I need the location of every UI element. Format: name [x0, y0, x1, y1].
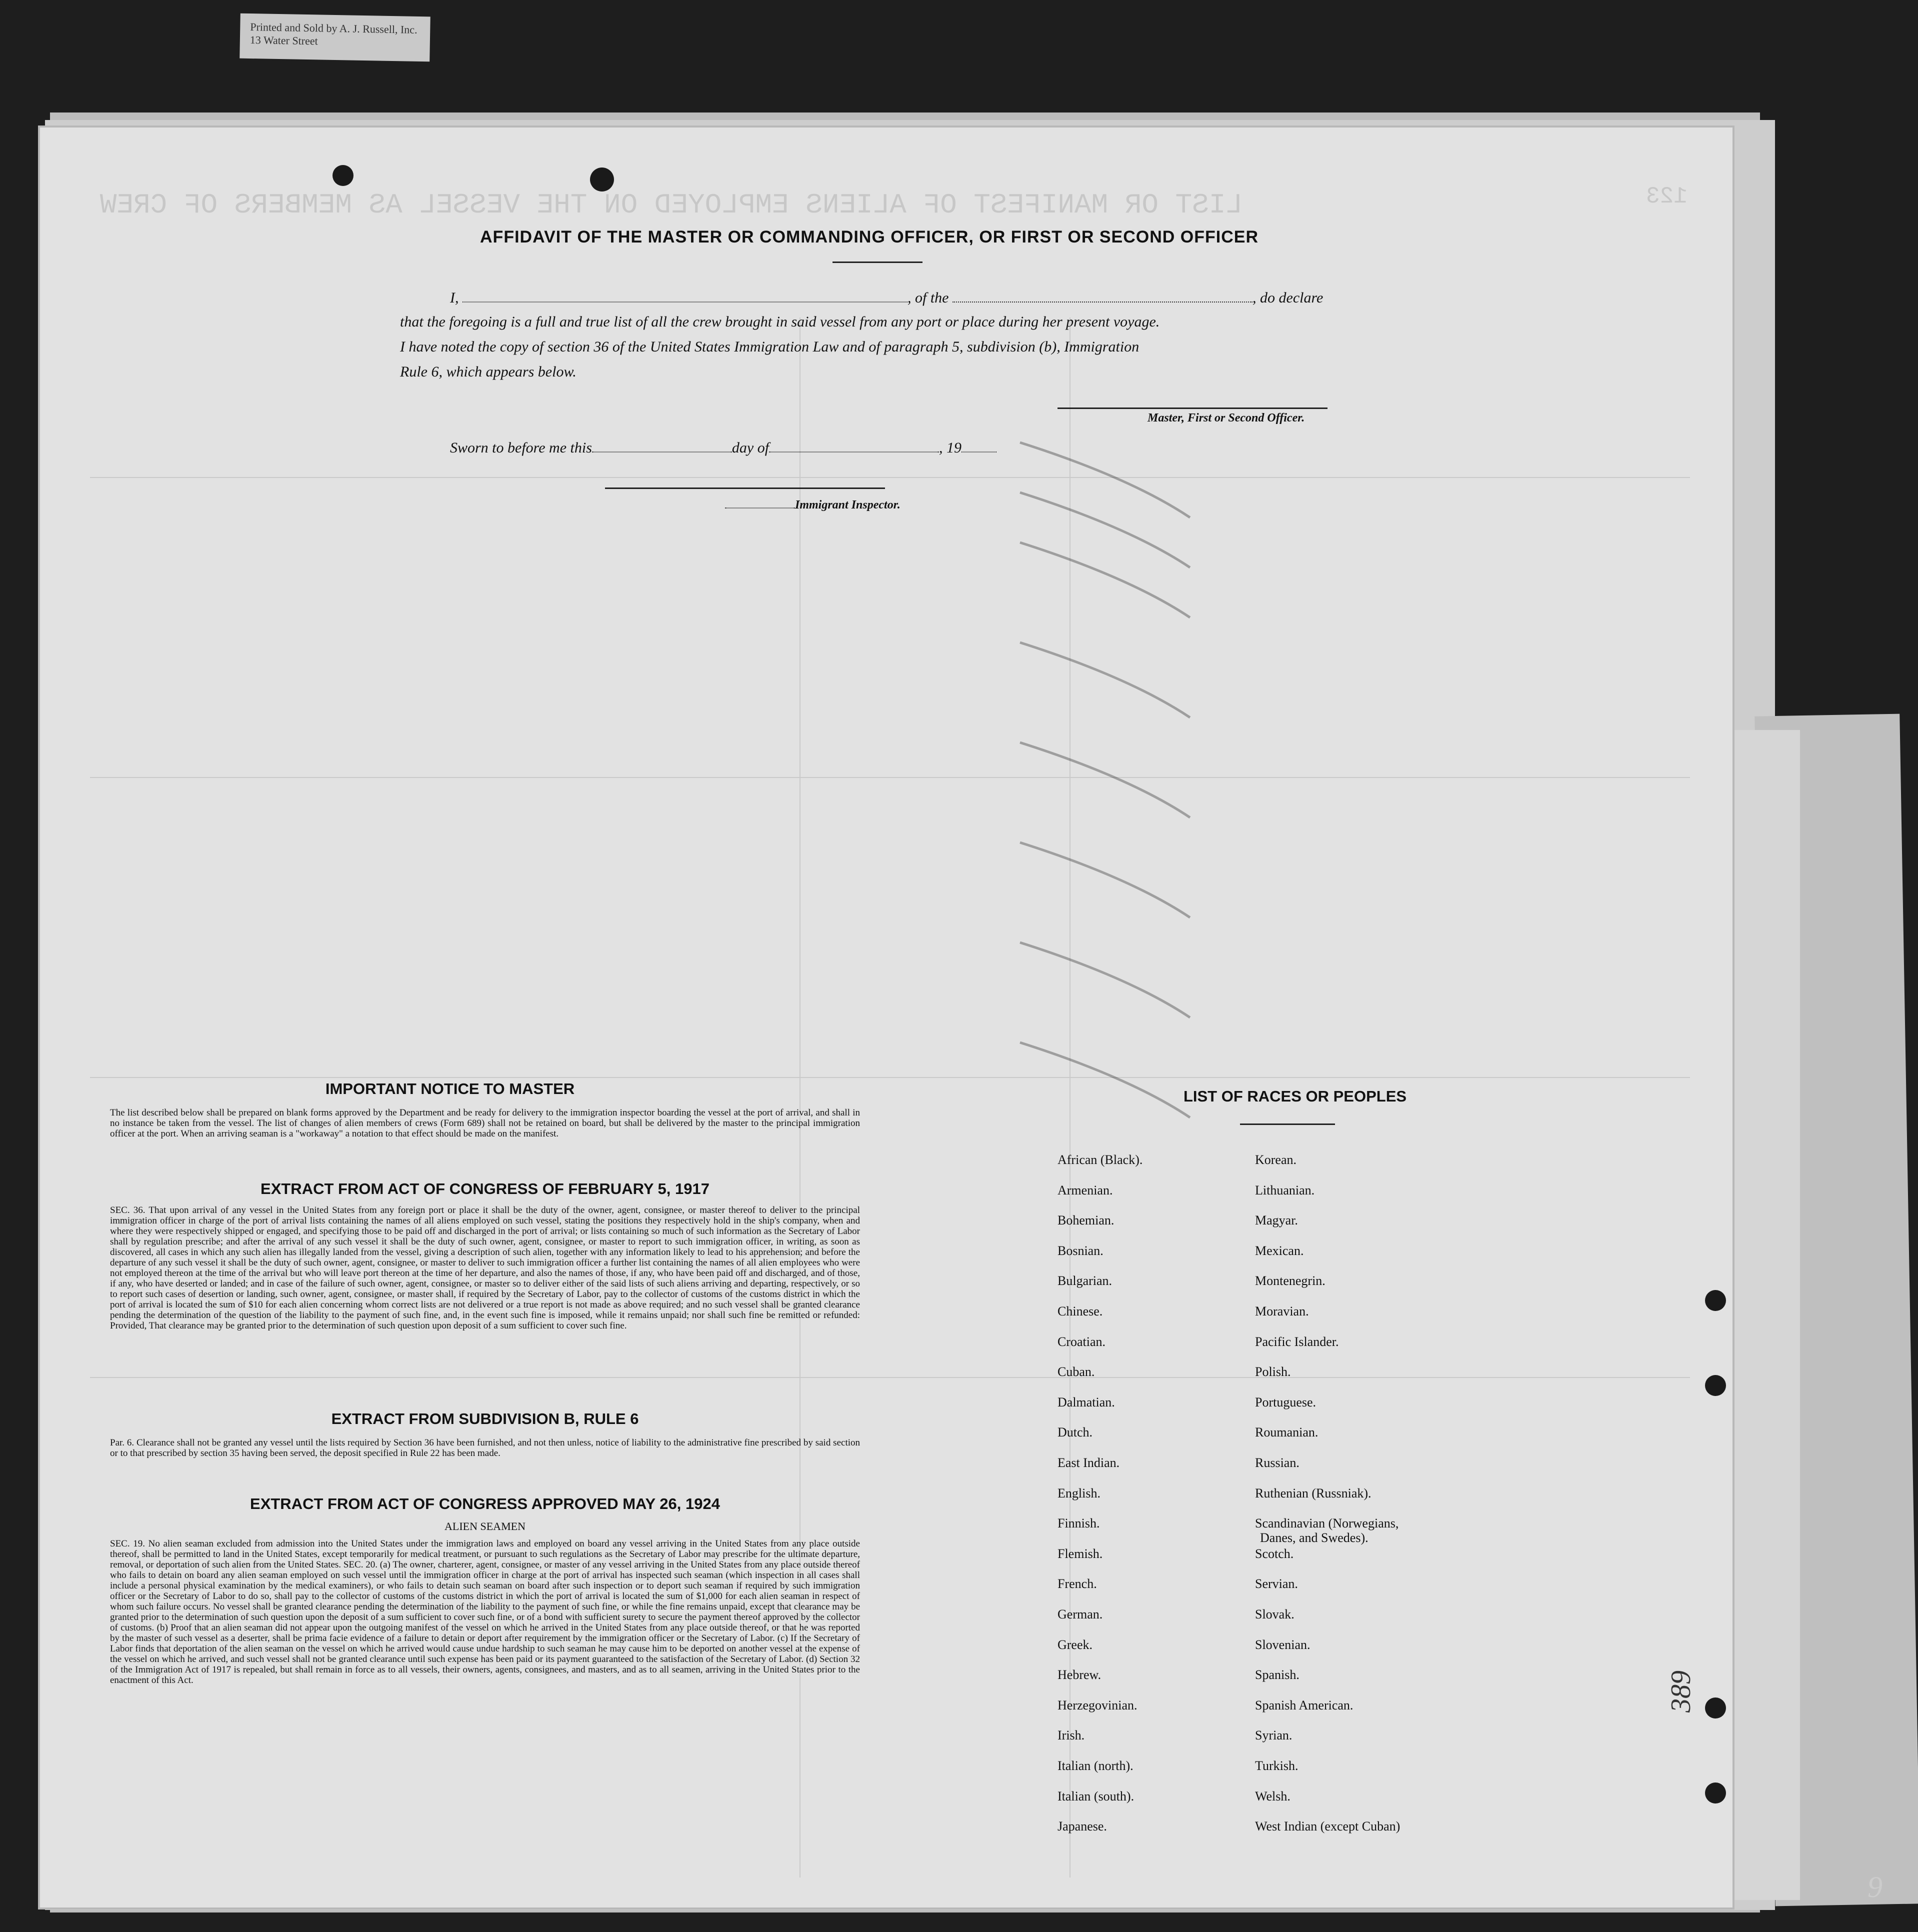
- vessel-name-field[interactable]: [952, 288, 1252, 302]
- extract-1917-text: SEC. 36. That upon arrival of any vessel in the United States from any foreign port or place it shall be the duty of the owner, agent, consignee, or master thereof to deliver to the principal immigration officer in charge of the port of arrival lists containing the names of all aliens employed on such vessel, stating the positions they respectively hold in the ship's company, when and where they were respectively shipped or engaged, and specifying those to be paid off and discharged in the port of arrival; or lists containing so much of such information as the Secretary of Labor shall by regulation prescribe; and after the arrival of any such vessel it shall be the duty of such owner, agent, consignee, or master to report to such immigration officer, in writing, as soon as discovered, all cases in which any such alien has illegally landed from the vessel, giving a description of such alien, together with any information likely to lead to his apprehension; and before the departure of any such vessel it shall be the duty of such owner, agent, consignee, or master to deliver to such immigration officer a further list containing the names of all alien employees who were not employed thereon at the time of the arrival but who will leave port thereon at the time of her departure, and also the names of those, if any, who have been paid off and discharged, and of those, if any, who have deserted or landed; and in case of the failure of such owner, agent, consignee, or master so to deliver either of the said lists of such aliens arriving and departing, respectively, or so to report such cases of desertion or landing, such owner, agent, consignee, or master shall, if required by the Secretary of Labor, pay to the collector of customs of the customs district in which the port of arrival is located the sum of $10 for each alien concerning whom correct lists are not delivered or a true report is not made as above required; and no such vessel shall be granted clearance pending the determination of the question of the liability to the payment of such fine, and, in the event such fine is imposed, while it remains unpaid; nor shall such fine be remitted or refunded: Provided, That clearance may be granted prior to the determination of such question upon deposit of a sum sufficient to cover such fine.: [110, 1205, 860, 1331]
- sworn-day-field[interactable]: [592, 438, 732, 452]
- printer-note: Printed and Sold by A. J. Russell, Inc. 13 Water Street: [250, 20, 418, 48]
- race-item: Finnish.: [1058, 1516, 1100, 1531]
- race-item: Montenegrin.: [1255, 1274, 1326, 1288]
- race-scandinavian-cont: Danes, and Swedes).: [1260, 1530, 1368, 1545]
- sworn-month-field[interactable]: [769, 438, 939, 452]
- extract-rule6-text: Par. 6. Clearance shall not be granted any vessel until the lists required by Section 36 have been furnished, and not then unless, notice of liability to the administrative fine prescribed by said section or to that prescribed by section 35 having been served, the deposit specified in Rule 22 has been made.: [110, 1438, 860, 1458]
- race-item: Ruthenian (Russniak).: [1255, 1486, 1372, 1500]
- pencil-marks: [1020, 442, 1190, 1118]
- race-item: Dutch.: [1058, 1425, 1093, 1440]
- race-item: Moravian.: [1255, 1304, 1309, 1318]
- notice-title: IMPORTANT NOTICE TO MASTER: [325, 1080, 575, 1098]
- inspector-label: Immigrant Inspector.: [795, 498, 900, 512]
- punch-hole-right-2: [1705, 1375, 1726, 1396]
- extract-1924-title: EXTRACT FROM ACT OF CONGRESS APPROVED MAY 26, 1924: [250, 1495, 720, 1512]
- race-item: Slovenian.: [1255, 1637, 1310, 1652]
- inspector-label-row: [725, 498, 900, 512]
- printer-strip: [240, 14, 430, 62]
- races-title-rule: [1240, 1124, 1335, 1125]
- affidavit-line-2: that the foregoing is a full and true list of all the crew brought in said vessel from any port or place during her present voyage.: [400, 314, 1160, 330]
- bleed-page-number: 123: [1646, 184, 1688, 210]
- race-item: Portuguese.: [1255, 1394, 1316, 1410]
- race-item: Lithuanian.: [1255, 1182, 1315, 1198]
- affidavit-line-3: I have noted the copy of section 36 of the United States Immigration Law and of paragraph 5, subdivision (b), Immigration: [400, 338, 1140, 355]
- race-item: German.: [1058, 1607, 1103, 1622]
- race-item: Herzegovinian.: [1058, 1698, 1138, 1712]
- bleed-header: LIST OR MANIFEST OF ALIENS EMPLOYED ON THE VESSEL AS MEMBERS OF CREW: [100, 189, 1242, 221]
- sworn-year-field[interactable]: [962, 438, 996, 452]
- affidavit-line-4: Rule 6, which appears below.: [400, 364, 576, 380]
- race-item: Spanish American.: [1255, 1698, 1354, 1712]
- pencil-mark-4: [1020, 642, 1190, 718]
- race-item: Korean.: [1255, 1152, 1297, 1167]
- declarant-name-field[interactable]: [462, 288, 908, 302]
- race-item: Syrian.: [1255, 1728, 1292, 1743]
- race-item: Flemish.: [1058, 1546, 1103, 1561]
- punch-hole-right-3: [1705, 1698, 1726, 1718]
- race-item: Russian.: [1255, 1456, 1300, 1470]
- declare-label: , do declare: [1252, 290, 1324, 306]
- race-item: Scandinavian (Norwegians,: [1255, 1516, 1399, 1531]
- sworn-prefix: Sworn to before me this: [450, 440, 592, 456]
- race-item: Bosnian.: [1058, 1243, 1104, 1258]
- sworn-mid: day of: [732, 440, 770, 456]
- affidavit-title: AFFIDAVIT OF THE MASTER OR COMMANDING OFFICER, OR FIRST OR SECOND OFFICER: [480, 228, 1258, 246]
- race-item: English.: [1058, 1486, 1100, 1500]
- race-item: Japanese.: [1058, 1819, 1107, 1834]
- pencil-mark-6: [1020, 842, 1190, 918]
- inspector-dots: [725, 498, 795, 508]
- race-item: Hebrew.: [1058, 1668, 1102, 1682]
- inspector-signature-line[interactable]: [605, 488, 885, 489]
- extract-1917-title: EXTRACT FROM ACT OF CONGRESS OF FEBRUARY 5, 1917: [260, 1180, 710, 1198]
- races-title: LIST OF RACES OR PEOPLES: [1183, 1088, 1407, 1105]
- race-item: French.: [1058, 1576, 1097, 1592]
- extract-1924-subtitle: ALIEN SEAMEN: [444, 1520, 526, 1532]
- master-signature-line[interactable]: [1058, 408, 1328, 409]
- punch-hole-right-1: [1705, 1290, 1726, 1311]
- race-item: Greek.: [1058, 1637, 1093, 1652]
- pencil-mark-5: [1020, 742, 1190, 818]
- race-item: Polish.: [1255, 1364, 1291, 1380]
- race-item: Slovak.: [1255, 1607, 1294, 1622]
- race-item: Armenian.: [1058, 1182, 1113, 1198]
- race-item: Bulgarian.: [1058, 1274, 1112, 1288]
- race-item: Pacific Islander.: [1255, 1334, 1339, 1349]
- punch-hole-top-left: [332, 165, 354, 186]
- pencil-mark-8: [1020, 1042, 1190, 1118]
- race-item: Scotch.: [1255, 1546, 1294, 1561]
- declarant-prefix: I,: [450, 290, 459, 306]
- race-item: Magyar.: [1255, 1213, 1298, 1228]
- pencil-mark-2: [1020, 492, 1190, 568]
- race-item: Mexican.: [1255, 1243, 1304, 1258]
- race-item: Servian.: [1255, 1576, 1298, 1592]
- race-item: Chinese.: [1058, 1304, 1103, 1318]
- sworn-line: [450, 438, 1100, 456]
- extract-rule6-title: EXTRACT FROM SUBDIVISION B, RULE 6: [331, 1410, 639, 1428]
- race-item: Turkish.: [1255, 1758, 1298, 1773]
- race-item: Cuban.: [1058, 1364, 1095, 1380]
- manifest-page: [40, 128, 1732, 1908]
- race-item: Italian (south).: [1058, 1788, 1134, 1804]
- race-item: Roumanian.: [1255, 1425, 1318, 1440]
- race-item: Welsh.: [1255, 1788, 1290, 1804]
- race-item: Irish.: [1058, 1728, 1085, 1743]
- extract-1924-text: SEC. 19. No alien seaman excluded from admission into the United States under the immigration laws and employed on board any vessel arriving in the United States from any place outside thereof, shall be permitted to land in the United States, except temporarily for medical treatment, or pursuant to such regulations as the Secretary of Labor may prescribe for the ultimate departure, removal, or deportation of such alien from the United States. SEC. 20. (a) The owner, charterer, agent, consignee, or master of any vessel arriving in the United States from any place outside thereof who fails to detain on board any alien seaman employed on such vessel until the immigration officer in charge at the port of arrival has inspected such seaman (which inspection in all cases shall include a personal physical examination by the medical examiners), or who fails to detain such seaman on board after such inspection or to deport such seaman if required by such immigration officer or the Secretary of Labor to do so, shall pay to the collector of customs of the customs district in which the port of arrival is located the sum of $1,000 for each alien seaman in respect of whom such failure occurs. No vessel shall be granted clearance pending the determination of the liability to the payment of such fine, or while the fine remains unpaid, except that clearance may be granted prior to the determination of such question upon the deposit of a sum sufficient to cover such fine, or of a bond with sufficient surety to secure the payment thereof approved by the collector of customs. (b) Proof that an alien seaman did not appear upon the outgoing manifest of the vessel on which he arrived in the United States from any place outside thereof, or that he was reported by the master of such vessel as a deserter, shall be prima facie evidence of a failure to detain or deport after requirement by the immigration officer or the Secretary of Labor. (c) If the Secretary of Labor finds that deportation of the alien seaman on the vessel on which he arrived would cause undue hardship to such seaman he may cause him to be deported on another vessel at the expense of the vessel on which he arrived, and such vessel shall not be granted clearance until such expense has been paid or its payment guaranteed to the satisfaction of the Secretary of Labor. (d) Section 32 of the Immigration Act of 1917 is repealed, but shall remain in force as to all vessels, their owners, agents, consignees, and masters, and as to all seamen, arriving in the United States prior to the enactment of this Act.: [110, 1538, 860, 1686]
- affidavit-title-rule: [832, 262, 922, 263]
- race-item: West Indian (except Cuban): [1255, 1819, 1400, 1834]
- race-item: Dalmatian.: [1058, 1394, 1115, 1410]
- declarant-of-label: , of the: [908, 290, 949, 306]
- notice-text: The list described below shall be prepared on blank forms approved by the Department and be ready for delivery to the immigration inspector boarding the vessel at the port of arrival, and shall in no instance be taken from the vessel. The list of changes of alien members of crews (Form 689) shall not be retained on board, but shall be delivered by the master to the principal immigration officer at the port. When an arriving seaman is a "workaway" a notation to that effect should be made on the manifest.: [110, 1108, 860, 1139]
- sworn-year-prefix: , 19: [939, 440, 962, 456]
- race-item: African (Black).: [1058, 1152, 1143, 1167]
- race-item: Bohemian.: [1058, 1213, 1114, 1228]
- punch-hole-top-center: [590, 168, 614, 192]
- race-item: Italian (north).: [1058, 1758, 1134, 1773]
- master-signature-label: Master, First or Second Officer.: [1148, 412, 1305, 424]
- handwritten-side-number: 389: [1666, 1670, 1696, 1712]
- race-item: Croatian.: [1058, 1334, 1106, 1349]
- handwritten-bottom-mark: 9: [1868, 1870, 1882, 1904]
- punch-hole-right-4: [1705, 1782, 1726, 1804]
- pencil-mark-3: [1020, 542, 1190, 618]
- pencil-mark-7: [1020, 942, 1190, 1018]
- race-item: East Indian.: [1058, 1456, 1120, 1470]
- race-item: Spanish.: [1255, 1668, 1300, 1682]
- affidavit-line-1: [450, 288, 1400, 306]
